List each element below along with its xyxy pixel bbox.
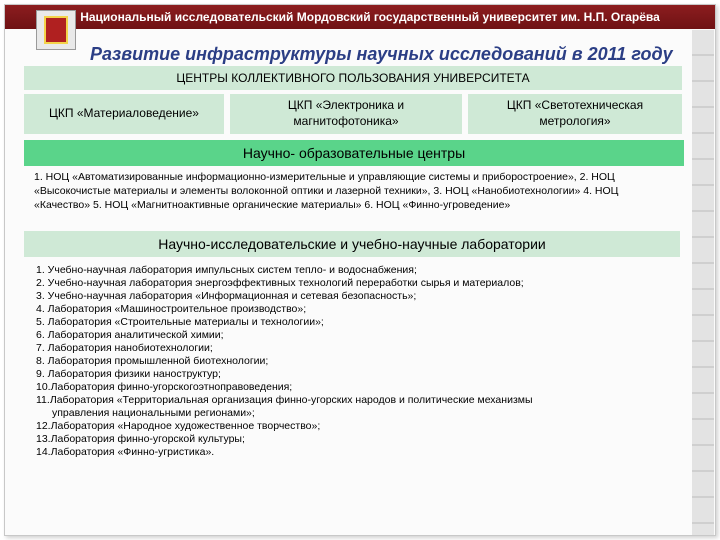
university-header-bar [5, 5, 715, 29]
university-logo [36, 10, 76, 50]
lab-list-item: 11.Лаборатория «Территориальная организация финно-угорских народов и политические механизмы [36, 394, 533, 407]
right-decorative-sidebar [692, 30, 714, 535]
slide-title: Развитие инфраструктуры научных исследований в 2011 году [90, 44, 673, 64]
lab-list-item: 12.Лаборатория «Народное художественное творчество»; [36, 420, 321, 433]
lab-list-item: 10.Лаборатория финно-угорскогоэтноправоведения; [36, 381, 293, 394]
labs-section-header: Научно-исследовательские и учебно-научные лаборатории [24, 231, 680, 257]
ckp-center-materials: ЦКП «Материаловедение» [24, 94, 224, 134]
lab-list-item: 3. Учебно-научная лаборатория «Информационная и сетевая безопасность»; [36, 290, 417, 303]
lab-list-item: 6. Лаборатория аналитической химии; [36, 329, 224, 342]
lab-list-item: 8. Лаборатория промышленной биотехнологии; [36, 355, 269, 368]
noc-list-text: 1. НОЦ «Автоматизированные информационно-измерительные и управляющие системы и приборостроение», 2. НОЦ «Высокочистые материалы и элементы волоконной оптики и лазерной техники», 3. НОЦ «Нанобиотехнологии» 4. НОЦ «Качество» 5. НОЦ «Магнитноактивные органические материалы» 6. НОЦ «Финно-угроведение» [34, 171, 619, 211]
ckp-section-header: ЦЕНТРЫ КОЛЛЕКТИВНОГО ПОЛЬЗОВАНИЯ УНИВЕРСИТЕТА [24, 66, 682, 90]
lab-list-item: 5. Лаборатория «Строительные материалы и технологии»; [36, 316, 324, 329]
lab-list-item: 14.Лаборатория «Финно-угристика». [36, 446, 215, 459]
labs-list [36, 264, 666, 459]
university-name: Национальный исследовательский Мордовский государственный университет им. Н.П. Огарёва [80, 10, 660, 24]
lab-list-item: 7. Лаборатория нанобиотехнологии; [36, 342, 213, 355]
lab-list-item: 2. Учебно-научная лаборатория энергоэффективных технологий переработки сырья и материалов; [36, 277, 524, 290]
lab-list-item: 1. Учебно-научная лаборатория импульсных систем тепло- и водоснабжения; [36, 264, 417, 276]
noc-section-header: Научно- образовательные центры [24, 140, 684, 166]
ckp-center-electronics: ЦКП «Электроника и магнитофотоника» [230, 94, 462, 134]
lab-list-item: 9. Лаборатория физики наноструктур; [36, 368, 221, 381]
ckp-center-lighting-metrology: ЦКП «Светотехническая метрология» [468, 94, 682, 134]
lab-list-item: 13.Лаборатория финно-угорской культуры; [36, 433, 245, 446]
lab-list-item: управления национальными регионами»; [52, 407, 255, 420]
logo-emblem-icon [44, 16, 68, 44]
lab-list-item: 4. Лаборатория «Машиностроительное производство»; [36, 303, 307, 316]
